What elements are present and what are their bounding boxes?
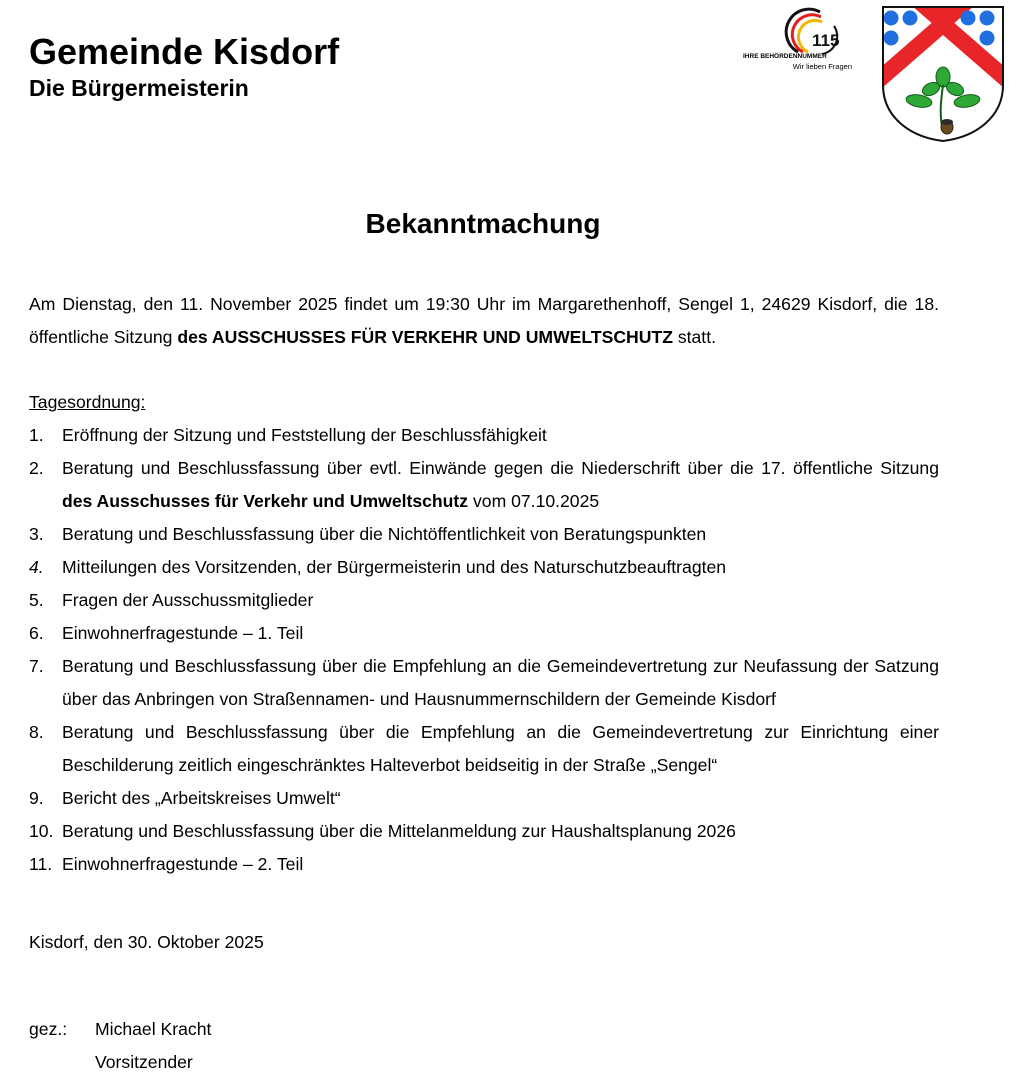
agenda-item [29, 848, 939, 881]
agenda-heading: Tagesordnung: [29, 392, 146, 412]
agenda-item-number: 4. [29, 557, 44, 577]
agenda-item [29, 650, 939, 716]
agenda-item [29, 584, 939, 617]
agenda-item-committee: des Ausschusses für Verkehr und Umweltschutz [62, 491, 469, 511]
agenda-item-number: 8. [29, 722, 44, 742]
agenda-item-number: 5. [29, 590, 44, 610]
agenda-item [29, 815, 939, 848]
agenda-item-text: Beratung und Beschlussfassung über die Mittelanmeldung zur Haushaltsplanung 2026 [62, 821, 736, 841]
coat-of-arms-icon [881, 5, 1005, 143]
agenda-item-number: 6. [29, 623, 44, 643]
agenda-item-text: Mitteilungen des Vorsitzenden, der Bürgermeisterin und des Naturschutzbeauftragten [62, 557, 727, 577]
agenda-item-text-end: vom 07.10.2025 [468, 491, 600, 511]
document-title: Bekanntmachung [365, 208, 601, 239]
115-number: 115 [812, 31, 840, 50]
agenda-item [29, 452, 939, 518]
intro-text: Am Dienstag, den 11. November 2025 findet um 19:30 Uhr im Margarethenhoff, Sengel 1, 24629 Kisdorf, die 18. öffentliche Sitzung [29, 294, 939, 347]
agenda-item-text: Beratung und Beschlussfassung über die Empfehlung an die Gemeindevertretung zur Neufassung der Satzung über das Anbringen von Straßennamen- und Hausnummernschildern der Gemeinde Kisdorf [62, 656, 939, 709]
intro-paragraph [29, 288, 939, 354]
agenda-item-text: Bericht des „Arbeitskreises Umwelt“ [62, 788, 341, 808]
agenda-item-text: Beratung und Beschlussfassung über die Empfehlung an die Gemeindevertretung zur Einrichtung einer Beschilderung zeitlich eingeschränktes Halteverbot beidseitig in der Straße „Sengel“ [62, 722, 939, 775]
municipality-subtitle: Die Bürgermeisterin [29, 75, 249, 101]
intro-text-end: statt. [672, 327, 716, 347]
115-tagline: IHRE BEHÖRDENNUMMER [743, 53, 827, 60]
agenda-item-text: Eröffnung der Sitzung und Feststellung der Beschlussfähigkeit [62, 425, 547, 445]
agenda-item [29, 551, 939, 584]
agenda-item-text: Beratung und Beschlussfassung über evtl. Einwände gegen die Niederschrift über die 17. öffentliche Sitzung [62, 458, 939, 478]
agenda-item [29, 419, 939, 452]
agenda-item-number: 3. [29, 524, 44, 544]
municipality-title: Gemeinde Kisdorf [29, 31, 340, 72]
agenda-list [29, 419, 939, 881]
agenda-item-text: Einwohnerfragestunde – 2. Teil [62, 854, 304, 874]
coat-of-arms [881, 5, 1005, 143]
agenda-item-number: 2. [29, 458, 44, 478]
agenda-item-number: 1. [29, 425, 44, 445]
115-logo-icon [740, 6, 858, 56]
signatory-role: Vorsitzender [95, 1052, 193, 1072]
agenda-item [29, 518, 939, 551]
document-body [29, 288, 939, 881]
agenda-item [29, 782, 939, 815]
115-logo [740, 6, 858, 76]
agenda-item-text: Beratung und Beschlussfassung über die Nichtöffentlichkeit von Beratungspunkten [62, 524, 707, 544]
agenda-item-number: 9. [29, 788, 44, 808]
agenda-item-number: 7. [29, 656, 44, 676]
115-slogan: Wir lieben Fragen [792, 62, 852, 71]
agenda-item-number: 11. [29, 854, 53, 874]
agenda-item-text: Einwohnerfragestunde – 1. Teil [62, 623, 304, 643]
agenda-item-text: Fragen der Ausschussmitglieder [62, 590, 314, 610]
committee-name: des AUSSCHUSSES FÜR VERKEHR UND UMWELTSCHUTZ [177, 327, 673, 347]
signatory-name: Michael Kracht [95, 1019, 212, 1039]
place-date: Kisdorf, den 30. Oktober 2025 [29, 932, 264, 952]
agenda-item [29, 617, 939, 650]
signature-label: gez.: [29, 1019, 68, 1039]
agenda-item [29, 716, 939, 782]
agenda-item-number: 10. [29, 821, 54, 841]
